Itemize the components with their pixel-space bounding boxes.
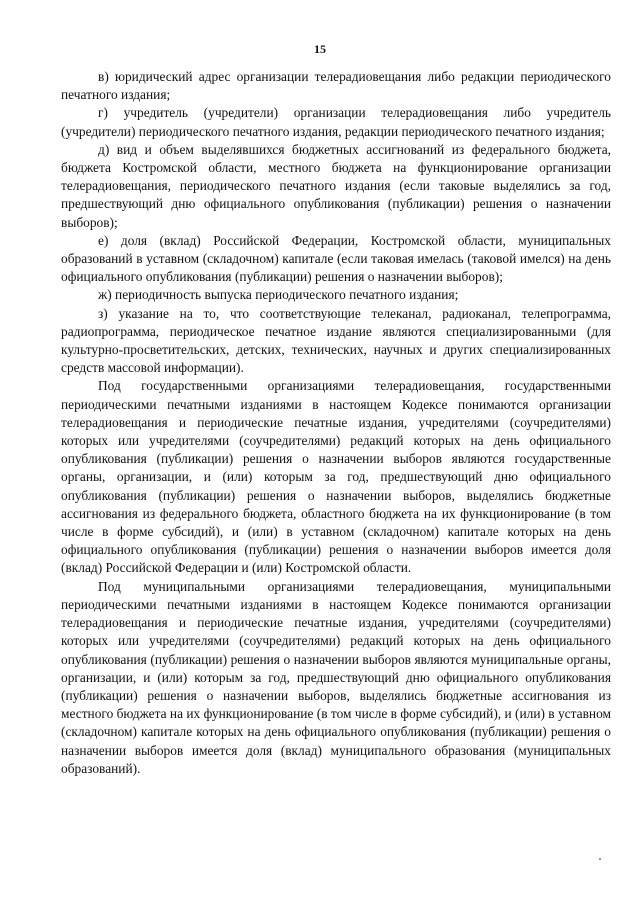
paragraph-state-organizations: Под государственными организациями телерадиовещания, государственными периодическими печатными изданиями в настоящем Кодексе понимаются организации телерадиовещания и периодические печатные издания, учредителями (соучредителями) которых или учредителями (соучредителями) редакций которых на день официального опубликования (публикации) решения о назначении выборов являются государственные органы, организации, и (или) которым за год, предшествующий дню официального опубликования (публикации) решения о назначении выборов, выделялись бюджетные ассигнования из федерального бюджета, областного бюджета на их функционирование (в том числе в форме субсидий), и (или) в уставном (складочном) капитале которых на день официального опубликования (публикации) решения о назначении выборов имеется доля (вклад) Российской Федерации и (или) Костромской области. bbox=[61, 378, 611, 576]
paragraph-municipal-organizations: Под муниципальными организациями телерадиовещания, муниципальными периодическими печатными изданиями в настоящем Кодексе понимаются организации телерадиовещания и периодические печатные издания, учредителями (соучредителями) которых или учредителями (соучредителями) редакций которых на день официального опубликования (публикации) решения о назначении выборов являются муниципальные органы, организации, и (или) которым за год, предшествующий дню официального опубликования (публикации) решения о назначении выборов, выделялись бюджетные ассигнования из местного бюджета на их функционирование (в том числе в форме субсидий), и (или) в уставном (складочном) капитале которых на день официального опубликования (публикации) решения о назначении выборов имеется доля (вклад) муниципального образования (муниципальных образований). bbox=[61, 578, 611, 776]
paragraph-item-e: е) доля (вклад) Российской Федерации, Костромской области, муниципальных образований в уставном (складочном) капитале (если таковая имелась (таковой имелся) на день официального опубликования (публикации) решения о назначении выборов); bbox=[61, 232, 611, 285]
scan-speck bbox=[599, 858, 601, 860]
paragraph-item-v: в) юридический адрес организации телерадиовещания либо редакции периодического печатного издания; bbox=[61, 69, 611, 103]
paragraph-item-g: г) учредитель (учредители) организации телерадиовещания либо учредитель (учредители) периодического печатного издания, редакции периодического печатного издания; bbox=[61, 105, 611, 139]
paragraph-item-d: д) вид и объем выделявшихся бюджетных ассигнований из федерального бюджета, бюджета Костромской области, местного бюджета на функционирование организации телерадиовещания, периодического печатного издания (если таковые выделялись за год, предшествующий дню официального опубликования (публикации) решения о назначении выборов); bbox=[61, 141, 611, 230]
document-body bbox=[61, 68, 611, 778]
paragraph-item-zh: ж) периодичность выпуска периодического печатного издания; bbox=[98, 287, 459, 303]
paragraph-item-z: з) указание на то, что соответствующие телеканал, радиоканал, телепрограмма, радиопрограмма, периодическое печатное издание являются специализированными (для культурно-просветительских, детских, технических, научных и других специализированных средств массовой информации). bbox=[61, 305, 611, 376]
page-number: 15 bbox=[314, 42, 326, 56]
